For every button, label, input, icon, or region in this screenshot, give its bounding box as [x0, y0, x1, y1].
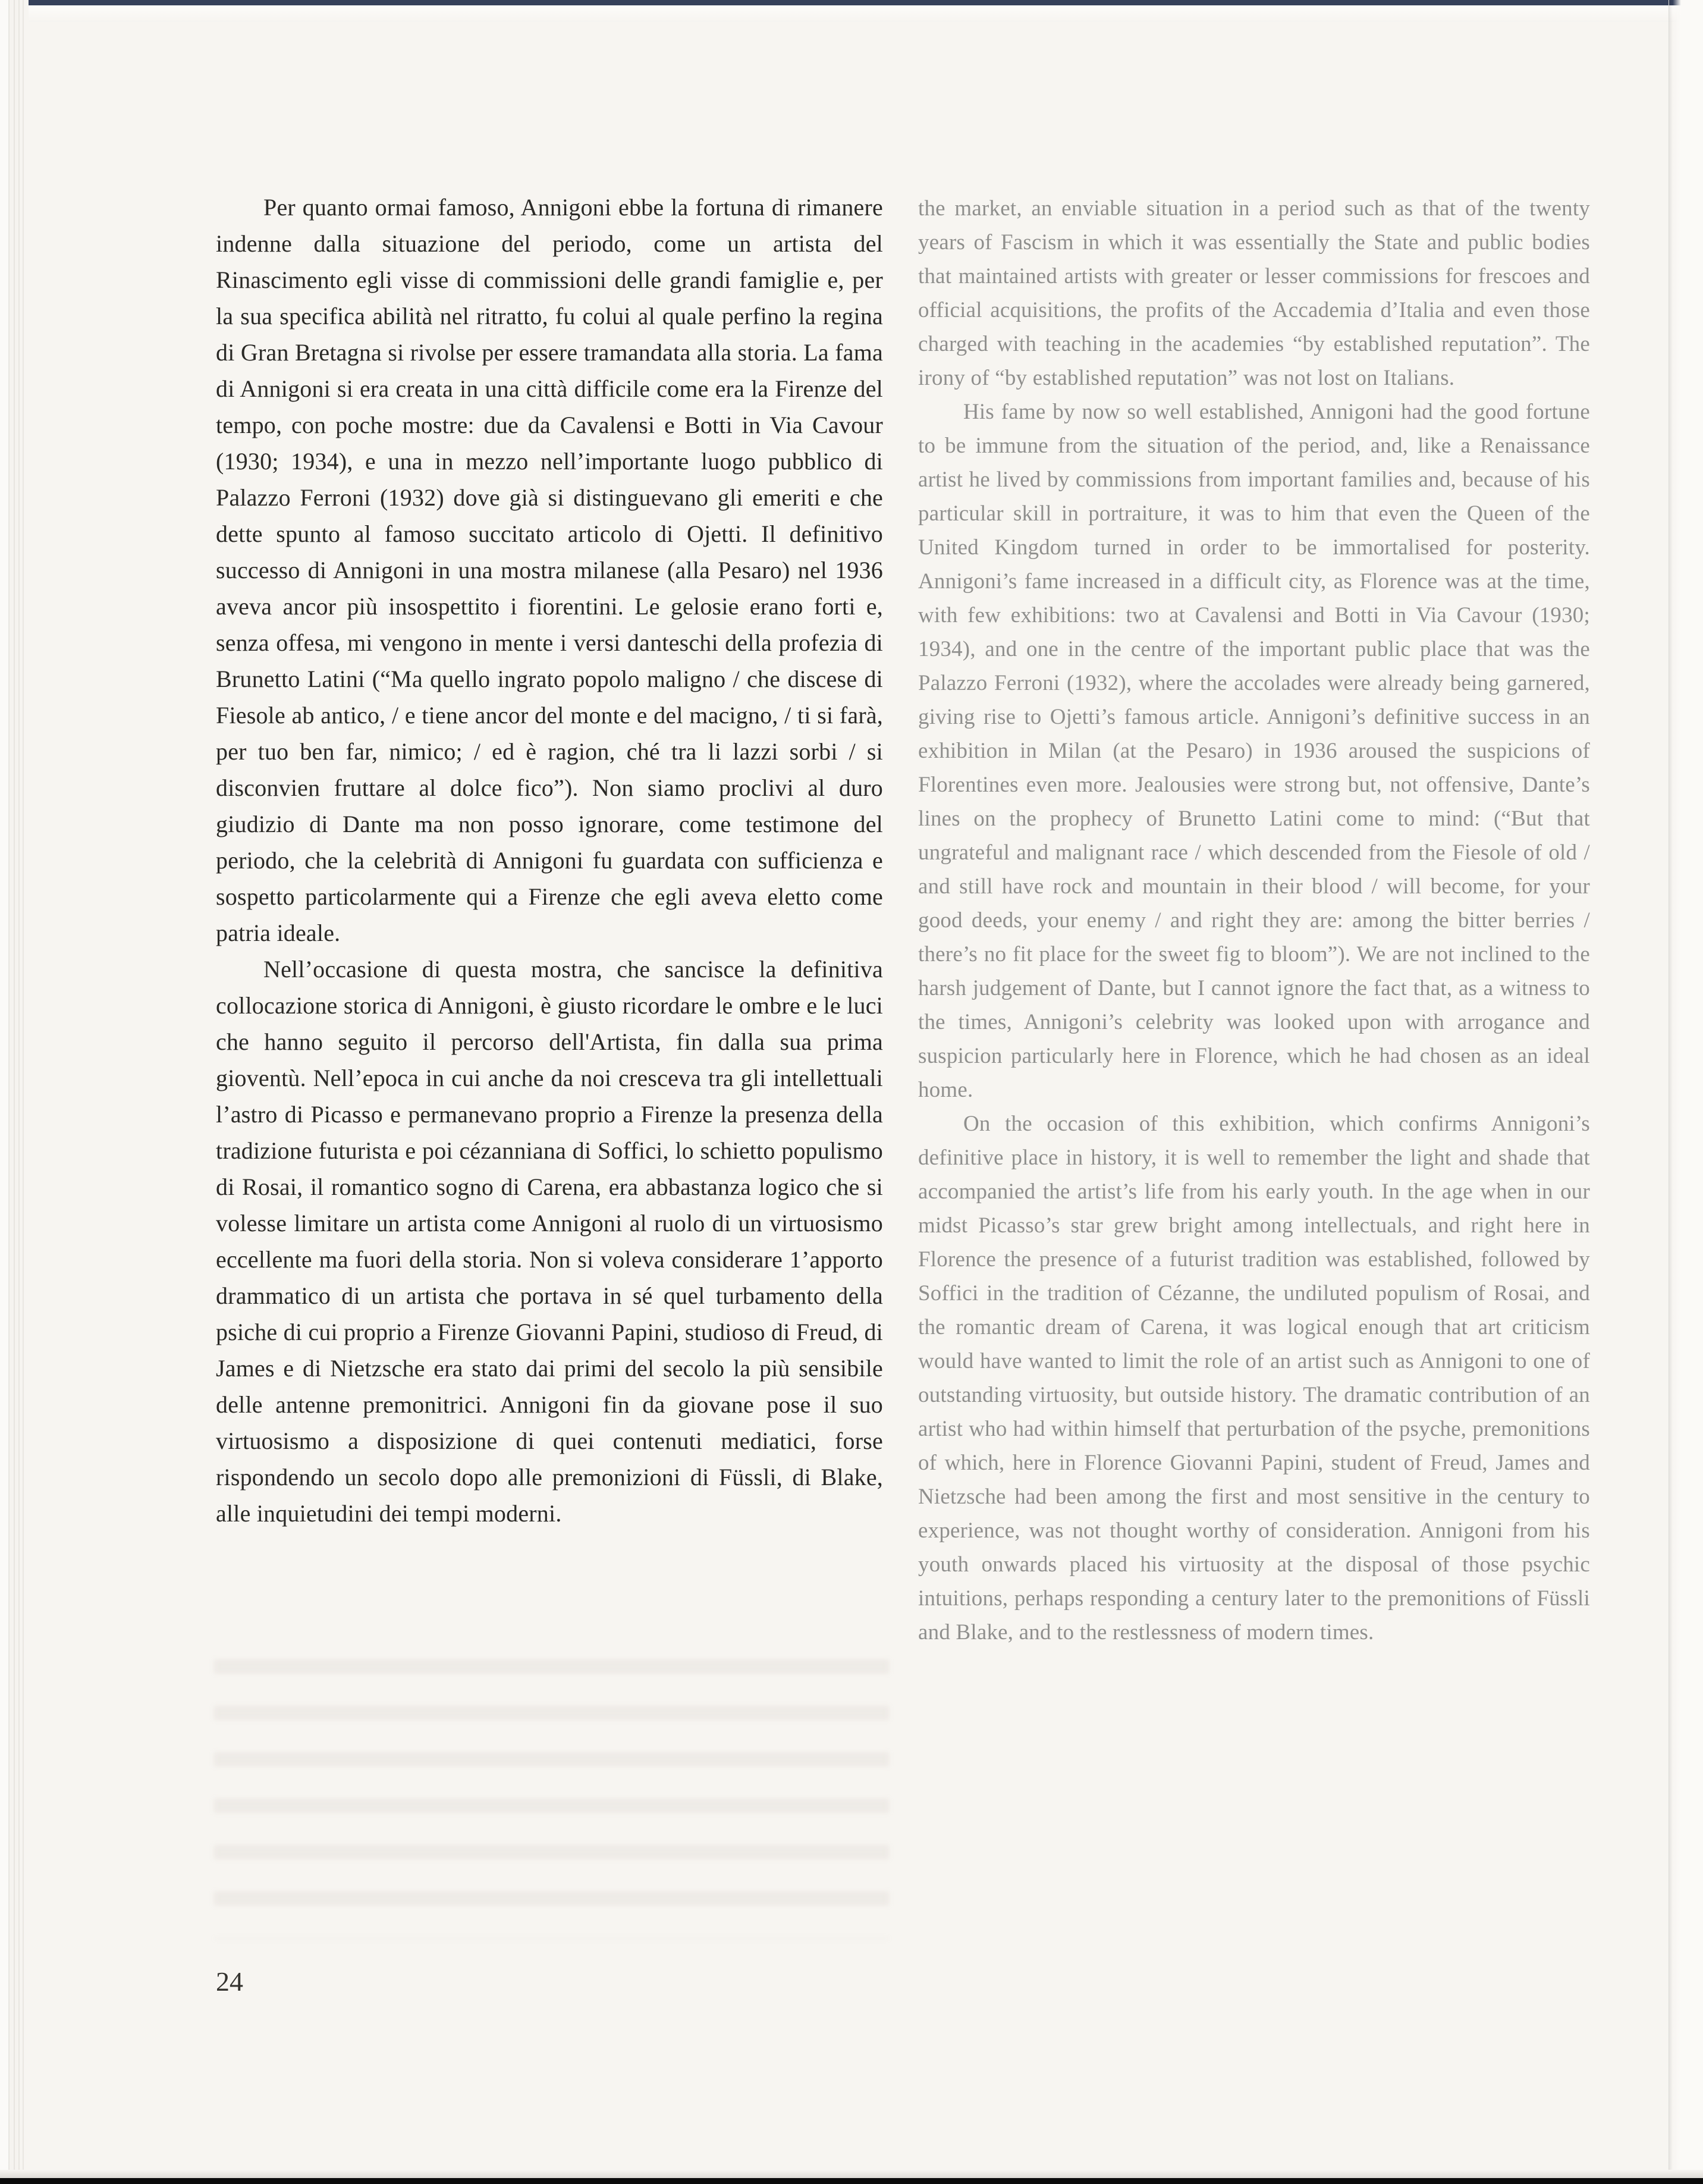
scan-top-cover-edge — [0, 0, 1703, 5]
page-number: 24 — [216, 1966, 243, 1997]
italian-paragraph-2: Nell’occasione di questa mostra, che sancisce la definitiva collocazione storica di Annigoni, è giusto ricordare le ombre e le luci che hanno seguito il percorso dell'Artista, fin dalla sua prima gioventù. Nell’epoca in cui anche da noi cresceva tra gli intellettuali l’astro di Picasso e permanevano proprio a Firenze la presenza della tradizione futurista e poi cézanniana di Soffici, lo schietto populismo di Rosai, il romantico sogno di Carena, era abbastanza logico che si volesse limitare un artista come Annigoni al ruolo di un virtuosismo eccellente ma fuori della storia. Non si voleva considerare 1’apporto drammatico di un artista che portava in sé quel turbamento della psiche di cui proprio a Firenze Giovanni Papini, studioso di Freud, di James e di Nietzsche era stato dai primi del secolo la più sensibile delle antenne premonitrici. Annigoni fin da giovane pose il suo virtuosismo a disposizione di quei contenuti mediatici, forse rispondendo un secolo dopo alle premonizioni di Füssli, di Blake, alle inquietudini dei tempi moderni. — [216, 956, 883, 1527]
page-bottom-edge — [0, 2170, 1703, 2178]
stacked-page-edges-left — [0, 0, 29, 2184]
text-column-italian — [216, 189, 883, 1532]
english-paragraph-1: the market, an enviable situation in a period such as that of the twenty years of Fascism in which it was essentially the State and public bodies that maintained artists with greater or lesser commissions for frescoes and official acquisitions, the profits of the Accademia d’Italia and even those charged with teaching in the academies “by established reputation”. The irony of “by established reputation” was not lost on Italians. — [918, 196, 1590, 390]
page-top-edge — [0, 5, 1703, 21]
scan-bottom-cover-edge — [0, 2178, 1703, 2184]
english-paragraph-2: His fame by now so well established, Annigoni had the good fortune to be immune from the situation of the period, and, like a Renaissance artist he lived by commissions from important families and, because of his particular skill in portraiture, it was to him that even the Queen of the United Kingdom turned in order to be immortalised for posterity. Annigoni’s fame increased in a difficult city, as Florence was at the time, with few exhibitions: two at Cavalensi and Botti in Via Cavour (1930; 1934), and one in the centre of the important public place that was the Palazzo Ferroni (1932), where the accolades were already being garnered, giving rise to Ojetti’s famous article. Annigoni’s definitive success in an exhibition in Milan (at the Pesaro) in 1936 aroused the suspicions of Florentines even more. Jealousies were strong but, not offensive, Dante’s lines on the prophecy of Brunetto Latini come to mind: (“But that ungrateful and malignant race / which descended from the Fiesole of old / and still have rock and mountain in their blood / will become, for your good deeds, your enemy / and right they are: among the bitter berries / there’s no fit place for the sweet fig to bloom”). We are not inclined to the harsh judgement of Dante, but I cannot ignore the fact that, as a witness to the times, Annigoni’s celebrity was looked upon with arrogance and suspicion particularly here in Florence, which he had chosen as an ideal home. — [918, 400, 1590, 1102]
page-crease-right — [1669, 0, 1703, 2184]
text-column-english — [918, 192, 1590, 1649]
ink-bleedthrough — [214, 1659, 889, 1939]
italian-paragraph-1: Per quanto ormai famoso, Annigoni ebbe la fortuna di rimanere indenne dalla situazione del periodo, come un artista del Rinascimento egli visse di commissioni delle grandi famiglie e, per la sua specifica abilità nel ritratto, fu colui al quale perfino la regina di Gran Bretagna si rivolse per essere tramandata alla storia. La fama di Annigoni si era creata in una città difficile come era la Firenze del tempo, con poche mostre: due da Cavalensi e Botti in Via Cavour (1930; 1934), e una in mezzo nell’importante luogo pubblico di Palazzo Ferroni (1932) dove già si distinguevano gli emeriti e che dette spunto al famoso succitato articolo di Ojetti. Il definitivo successo di Annigoni in una mostra milanese (alla Pesaro) nel 1936 aveva ancor più insospettito i fiorentini. Le gelosie erano forti e, senza offesa, mi vengono in mente i versi danteschi della profezia di Brunetto Latini (“Ma quello ingrato popolo maligno / che discese di Fiesole ab antico, / e tiene ancor del monte e del macigno, / ti si farà, per tuo ben far, nimico; / ed è ragion, ché tra li lazzi sorbi / si disconvien fruttare al dolce fico”). Non siamo proclivi al duro giudizio di Dante ma non posso ignorare, come testimone del periodo, che la celebrità di Annigoni fu guardata con sufficienza e sospetto particolarmente qui a Firenze che egli aveva eletto come patria ideale. — [216, 194, 883, 946]
english-paragraph-3: On the occasion of this exhibition, which confirms Annigoni’s definitive place in history, it is well to remember the light and shade that accompanied the artist’s life from his early youth. In the age when in our midst Picasso’s star grew bright among intellectuals, and right here in Florence the presence of a futurist tradition was established, followed by Soffici in the tradition of Cézanne, the undiluted populism of Rosai, and the romantic dream of Carena, it was logical enough that art criticism would have wanted to limit the role of an artist such as Annigoni to one of outstanding virtuosity, but outside history. The dramatic contribution of an artist who had within himself that perturbation of the psyche, premonitions of which, here in Florence Giovanni Papini, student of Freud, James and Nietzsche had been among the first and most sensitive in the century to experience, was not thought worthy of consideration. Annigoni from his youth onwards placed his virtuosity at the disposal of those psychic intuitions, perhaps responding a century later to the premonitions of Füssli and Blake, and to the restlessness of modern times. — [918, 1112, 1590, 1645]
